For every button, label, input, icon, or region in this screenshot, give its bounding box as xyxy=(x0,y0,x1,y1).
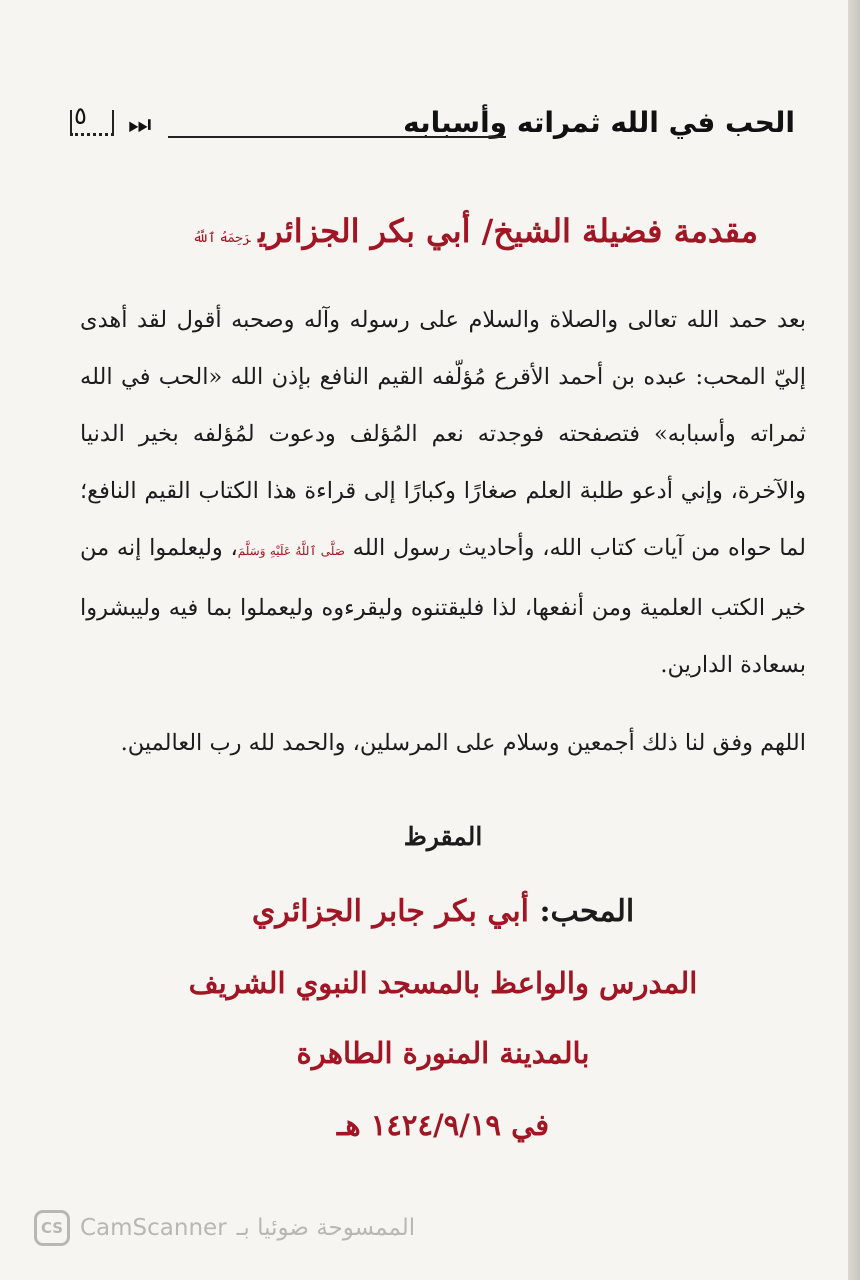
salutation-text: صَلَّى ٱللَّهُ عَلَيْهِ وَسَلَّمَ xyxy=(237,544,345,558)
signature-date: في ١٤٢٤/٩/١٩ هـ xyxy=(336,1108,550,1142)
signature-name: أبي بكر جابر الجزائري xyxy=(251,894,530,929)
running-header xyxy=(70,100,795,156)
signature-role: المدرس والواعظ بالمسجد النبوي الشريف xyxy=(188,966,698,1000)
body-text xyxy=(80,292,806,772)
signature-name-prefix: المحب: xyxy=(539,894,635,929)
section-title xyxy=(78,212,758,250)
watermark-arabic: الممسوحة ضوئيا بـ xyxy=(236,1215,416,1241)
watermark-text: CamScanner xyxy=(80,1215,227,1241)
paragraph-1-part-1: بعد حمد الله تعالى والصلاة والسلام على رسوله وآله وصحبه أقول لقد أهدى إليّ المحب: عبده بن أحمد الأقرع مُؤلّفه القيم النافع بإذن الله «الحب في الله ثمراته وأسبابه» فتصفحته فوجدته نعم المُؤلف ودعوت لمُؤلفه بخير الدنيا والآخرة، وإني أدعو طلبة العلم صغارًا وكبارًا إلى قراءة هذا الكتاب القيم النافع؛ لما حواه من آيات كتاب الله، وأحاديث رسول الله xyxy=(80,307,806,561)
paragraph-1-part-2: ، وليعلموا إنه من خير الكتب العلمية ومن أنفعها، لذا فليقتنوه وليقرءوه وليعملوا بما فيه وليبشروا بسعادة الدارين. xyxy=(80,535,806,678)
camscanner-logo-icon: CS xyxy=(34,1210,70,1246)
signature-label: المقرظ xyxy=(403,822,483,851)
page-number: ٥ xyxy=(74,102,87,130)
honorific-text: رَحِمَهُ ٱللَّهُ xyxy=(192,231,251,246)
section-title-text: مقدمة فضيلة الشيخ/ أبي بكر الجزائري xyxy=(258,212,758,250)
signature-name-line xyxy=(80,894,806,929)
paragraph-2: اللهم وفق لنا ذلك أجمعين وسلام على المرسلين، والحمد لله رب العالمين. xyxy=(120,730,806,756)
fast-forward-icon: ⏭ xyxy=(128,110,152,140)
page-edge xyxy=(848,0,860,1280)
signature-place: بالمدينة المنورة الطاهرة xyxy=(296,1036,590,1070)
header-rule xyxy=(168,136,506,138)
paragraph-1 xyxy=(80,292,806,694)
book-title: الحب في الله ثمراته وأسبابه xyxy=(403,106,795,139)
scanner-watermark xyxy=(34,1206,415,1250)
